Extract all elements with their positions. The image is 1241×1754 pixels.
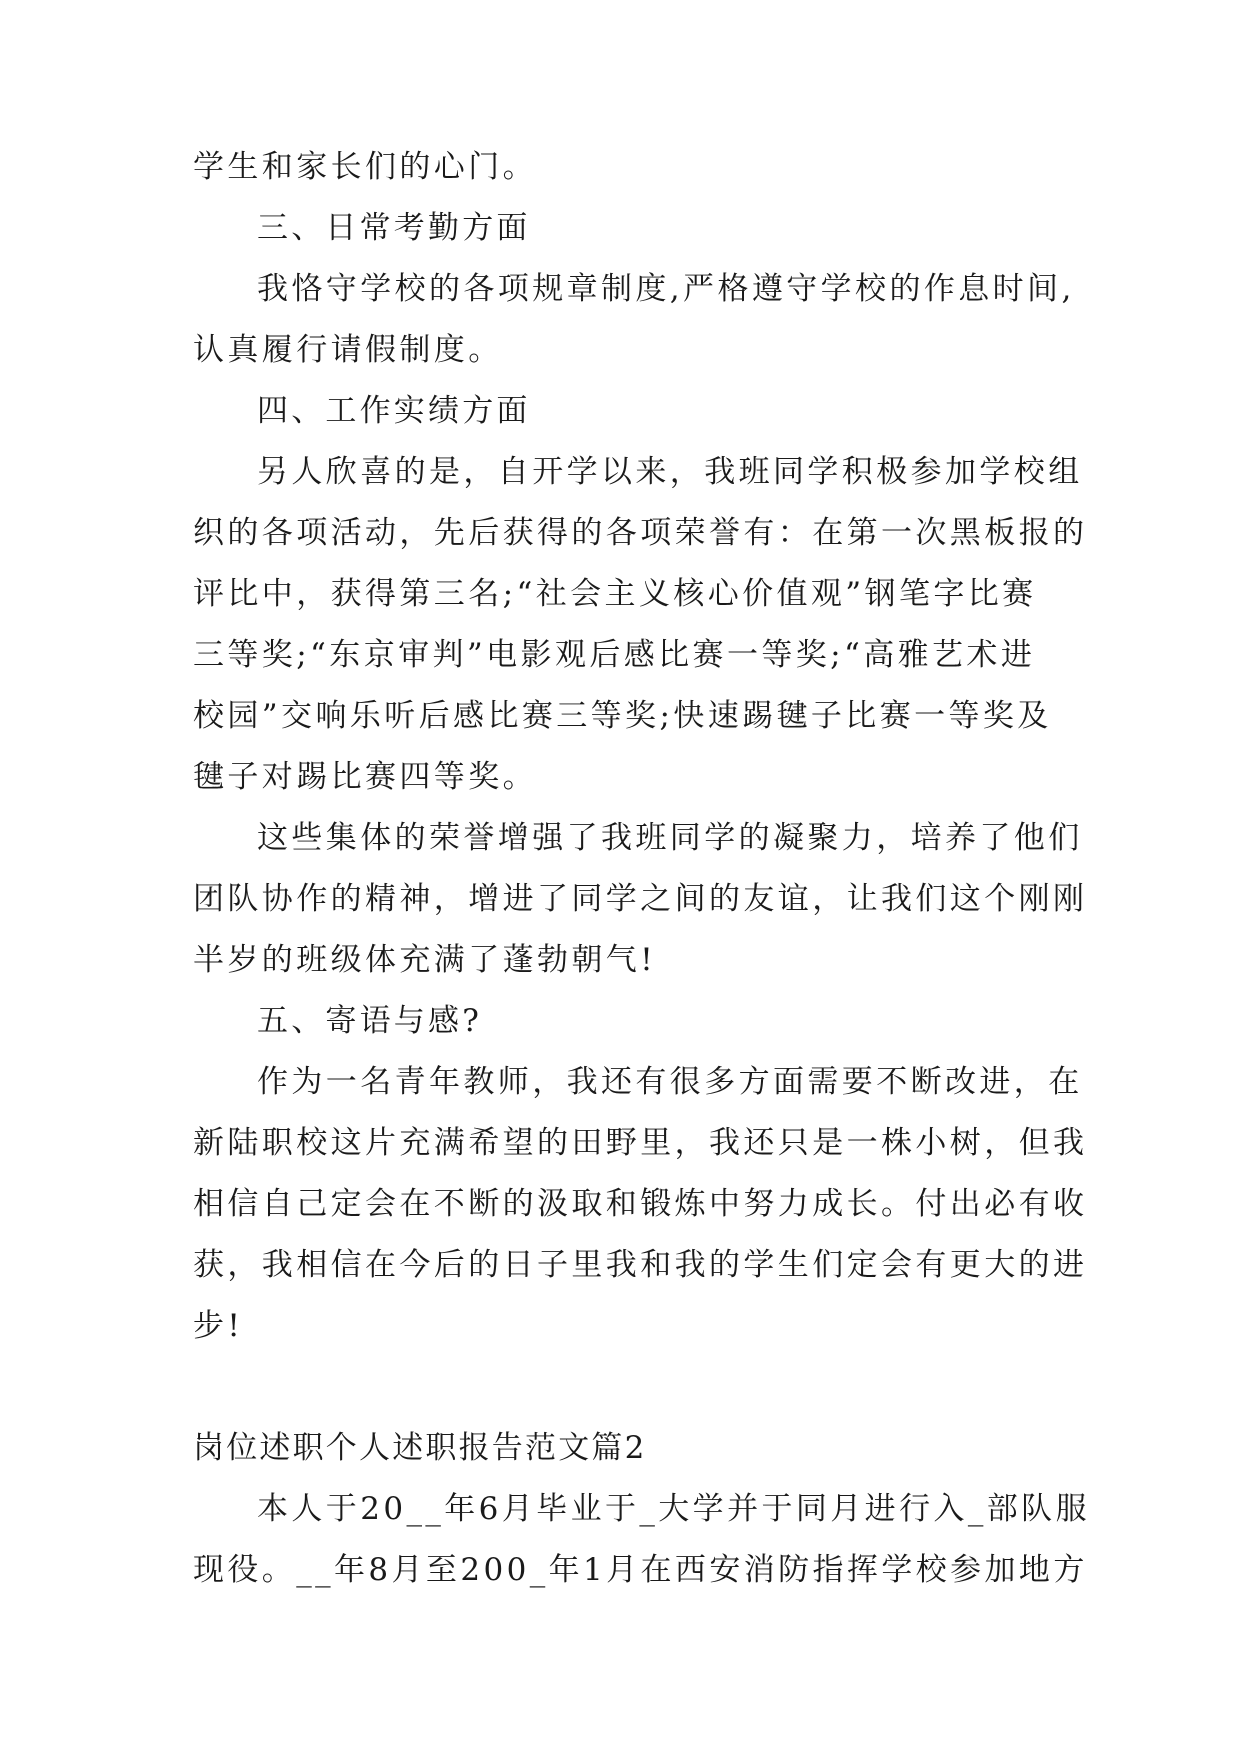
paragraph-line: 这些集体的荣誉增强了我班同学的凝聚力，培养了他们 <box>257 820 1083 856</box>
paragraph-line: 步! <box>193 1308 244 1344</box>
paragraph-line: 学生和家长们的心门。 <box>193 149 537 185</box>
paragraph-line: 现役。__年8月至200_年1月在西安消防指挥学校参加地方 <box>193 1552 1088 1588</box>
paragraph-line: 团队协作的精神，增进了同学之间的友谊，让我们这个刚刚 <box>193 881 1088 917</box>
section-spacer <box>193 1372 1053 1433</box>
article-title: 岗位述职个人述职报告范文篇2 <box>193 1430 647 1466</box>
paragraph-line: 获，我相信在今后的日子里我和我的学生们定会有更大的进 <box>193 1247 1088 1283</box>
paragraph-line: 本人于20__年6月毕业于_大学并于同月进行入_部队服 <box>257 1491 1090 1527</box>
paragraph-line: 新陆职校这片充满希望的田野里，我还只是一株小树，但我 <box>193 1125 1088 1161</box>
document-body <box>193 149 1090 1616</box>
section-heading-achievements: 四、工作实绩方面 <box>257 393 531 429</box>
section-heading-attendance: 三、日常考勤方面 <box>257 210 531 246</box>
paragraph-line: 三等奖;“东京审判”电影观后感比赛一等奖;“高雅艺术进 <box>193 637 1036 673</box>
paragraph-line: 相信自己定会在不断的汲取和锻炼中努力成长。付出必有收 <box>193 1186 1088 1222</box>
paragraph-line: 另人欣喜的是，自开学以来，我班同学积极参加学校组 <box>257 454 1083 490</box>
paragraph-line: 我恪守学校的各项规章制度,严格遵守学校的作息时间, <box>257 271 1075 307</box>
paragraph-line: 织的各项活动，先后获得的各项荣誉有：在第一次黑板报的 <box>193 515 1088 551</box>
paragraph-line: 校园”交响乐听后感比赛三等奖;快速踢毽子比赛一等奖及 <box>193 698 1052 734</box>
section-heading-message: 五、寄语与感? <box>257 1003 483 1039</box>
paragraph-line: 半岁的班级体充满了蓬勃朝气! <box>193 942 657 978</box>
paragraph-line: 作为一名青年教师，我还有很多方面需要不断改进，在 <box>257 1064 1083 1100</box>
paragraph-line: 认真履行请假制度。 <box>193 332 503 368</box>
paragraph-line: 毽子对踢比赛四等奖。 <box>193 759 537 795</box>
paragraph-line: 评比中，获得第三名;“社会主义核心价值观”钢笔字比赛 <box>193 576 1037 612</box>
